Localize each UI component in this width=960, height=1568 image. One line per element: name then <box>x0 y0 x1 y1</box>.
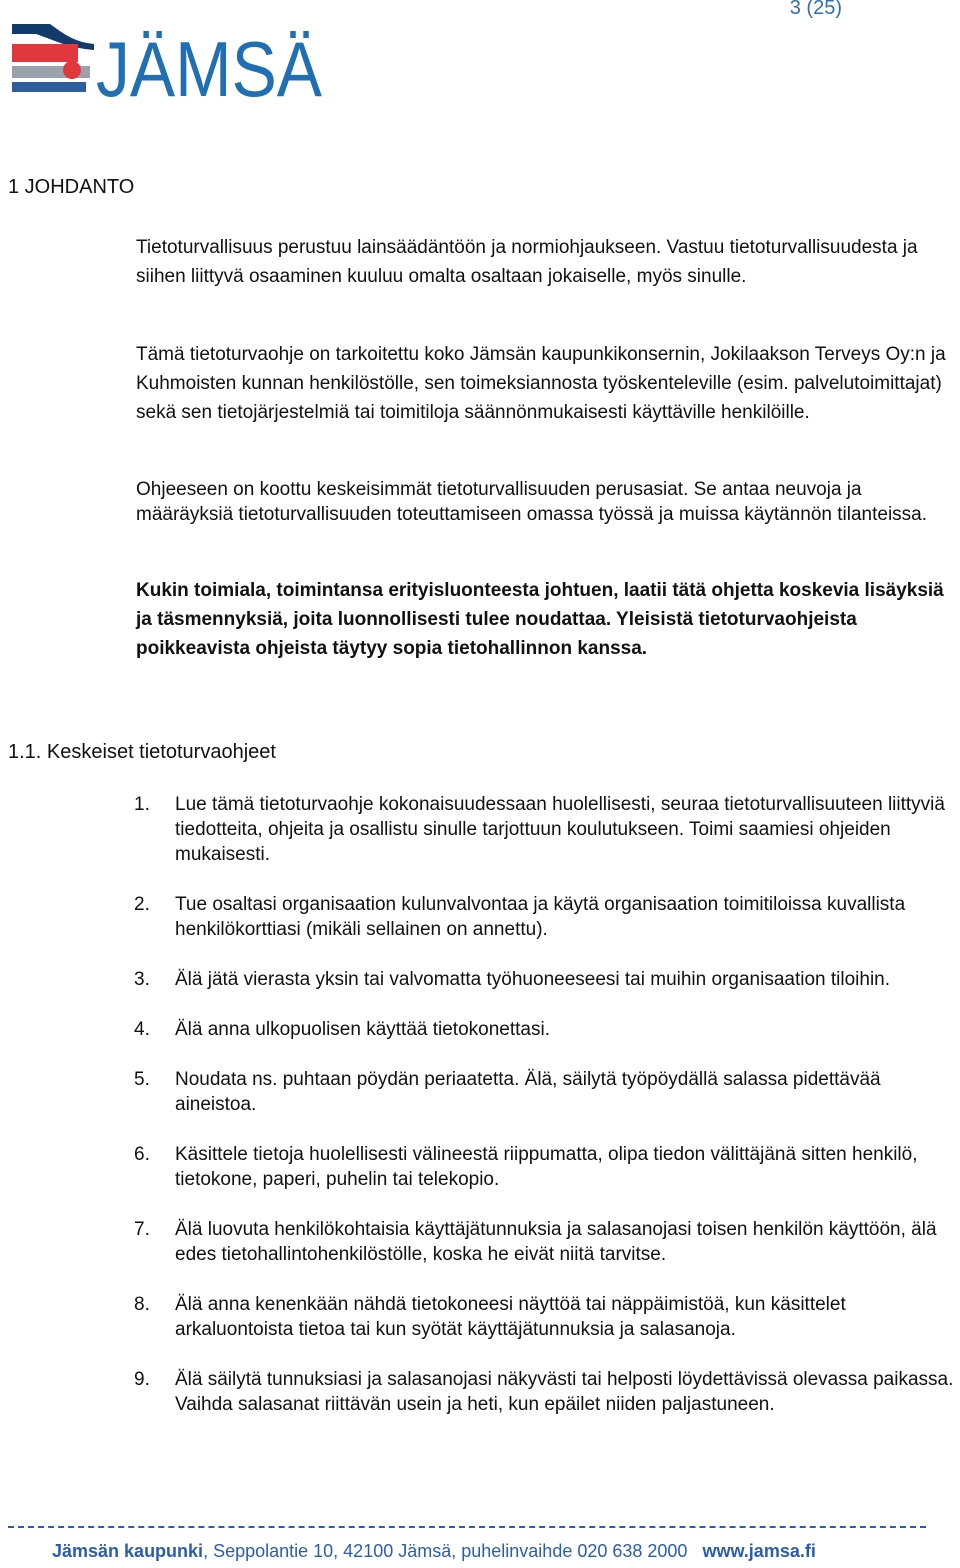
contents-paragraph: Ohjeeseen on koottu keskeisimmät tietoturvallisuuden perusasiat. Se antaa neuvoja ja määräyksiä tietoturvallisuuden toteuttamiseen omassa työssä ja muissa käytännön tilanteissa. <box>136 479 928 525</box>
footer-organization: Jämsän kaupunki <box>52 1541 204 1561</box>
list-item-text: Älä anna kenenkään nähdä tietokoneesi näyttöä tai näppäimistöä, kun käsittelet arkaluontoista tietoa tai kun syötät käyttäjätunnuksia ja salasanoja. <box>175 1294 846 1340</box>
list-item <box>134 1367 954 1417</box>
list-item-text: Käsittele tietoja huolellisesti välineestä riippumatta, olipa tiedon välittäjänä sitten henkilö, tietokone, paperi, puhelin tai telekopio. <box>175 1144 918 1190</box>
list-item <box>134 792 954 867</box>
page-number: 3 (25) <box>789 0 842 19</box>
list-item-number: 3. <box>134 969 150 990</box>
list-item-number: 4. <box>134 1019 150 1040</box>
footer <box>52 1541 816 1562</box>
list-item-number: 2. <box>134 894 150 915</box>
list-item <box>134 1142 954 1192</box>
list-item-text: Älä jätä vierasta yksin tai valvomatta työhuoneeseesi tai muihin organisaation tiloihin. <box>175 969 891 990</box>
footer-address: , Seppolantie 10, 42100 Jämsä, puhelinvaihde 020 638 2000 <box>203 1541 688 1561</box>
list-item-number: 9. <box>134 1369 150 1390</box>
list-item <box>134 892 954 942</box>
list-item-text: Tue osaltasi organisaation kulunvalvontaa ja käytä organisaation toimitiloissa kuvallista henkilökorttiasi (mikäli sellainen on annettu). <box>175 894 906 940</box>
list-item-text: Älä säilytä tunnuksiasi ja salasanojasi näkyvästi tai helposti löydettävissä olevassa paikassa. Vaihda salasanat riittävän usein ja heti, kun epäilet niiden paljastuneen. <box>175 1369 954 1415</box>
list-item-number: 1. <box>134 794 150 815</box>
list-item <box>134 1067 954 1117</box>
list-item-text: Lue tämä tietoturvaohje kokonaisuudessaan huolellisesti, seuraa tietoturvallisuuteen liittyviä tiedotteita, ohjeita ja osallistu sinulle tarjottuun koulutukseen. Toimi saamiesi ohjeiden mukaisesti. <box>175 794 945 865</box>
list-item-text: Älä luovuta henkilökohtaisia käyttäjätunnuksia ja salasanojasi toisen henkilön käyttöön, älä edes tietohallintohenkilöstölle, koska he eivät niitä tarvitse. <box>175 1219 937 1265</box>
security-rules-list <box>134 792 954 1442</box>
list-item <box>134 1292 954 1342</box>
list-item-number: 5. <box>134 1069 150 1090</box>
footer-divider <box>8 1526 926 1528</box>
list-item <box>134 1217 954 1267</box>
svg-text:JÄMSÄ: JÄMSÄ <box>96 25 322 113</box>
subsection-heading: 1.1. Keskeiset tietoturvaohjeet <box>8 741 276 763</box>
list-item-text: Noudata ns. puhtaan pöydän periaatetta. Älä, säilytä työpöydällä salassa pidettävää aineistoa. <box>175 1069 881 1115</box>
list-item-number: 8. <box>134 1294 150 1315</box>
list-item-number: 6. <box>134 1144 150 1165</box>
scope-paragraph: Tämä tietoturvaohje on tarkoitettu koko Jämsän kaupunkikonsernin, Jokilaakson Terveys Oy:n ja Kuhmoisten kunnan henkilöstölle, sen toimeksiannosta työskenteleville (esim. palvelutoimittajat) sekä sen tietojärjestelmiä tai toimitiloja säännönmukaisesti käyttäville henkilöille. <box>136 344 946 423</box>
jamsa-logo <box>10 20 330 113</box>
section-heading: 1 JOHDANTO <box>8 176 135 198</box>
intro-paragraph: Tietoturvallisuus perustuu lainsäädäntöön ja normiohjaukseen. Vastuu tietoturvallisuudesta ja siihen liittyvä osaaminen kuuluu omalta osaltaan jokaiselle, myös sinulle. <box>136 237 918 287</box>
list-item <box>134 1017 954 1042</box>
bold-notice-paragraph: Kukin toimiala, toimintansa erityisluonteesta johtuen, laatii tätä ohjetta koskevia lisäyksiä ja täsmennyksiä, joita luonnollisesti tulee noudattaa. Yleisistä tietoturvaohjeista poikkeavista ohjeista täytyy sopia tietohallinnon kanssa. <box>136 580 944 659</box>
list-item-text: Älä anna ulkopuolisen käyttää tietokonettasi. <box>175 1019 550 1040</box>
footer-website-link[interactable]: www.jamsa.fi <box>702 1541 816 1561</box>
list-item <box>134 967 954 992</box>
list-item-number: 7. <box>134 1219 150 1240</box>
